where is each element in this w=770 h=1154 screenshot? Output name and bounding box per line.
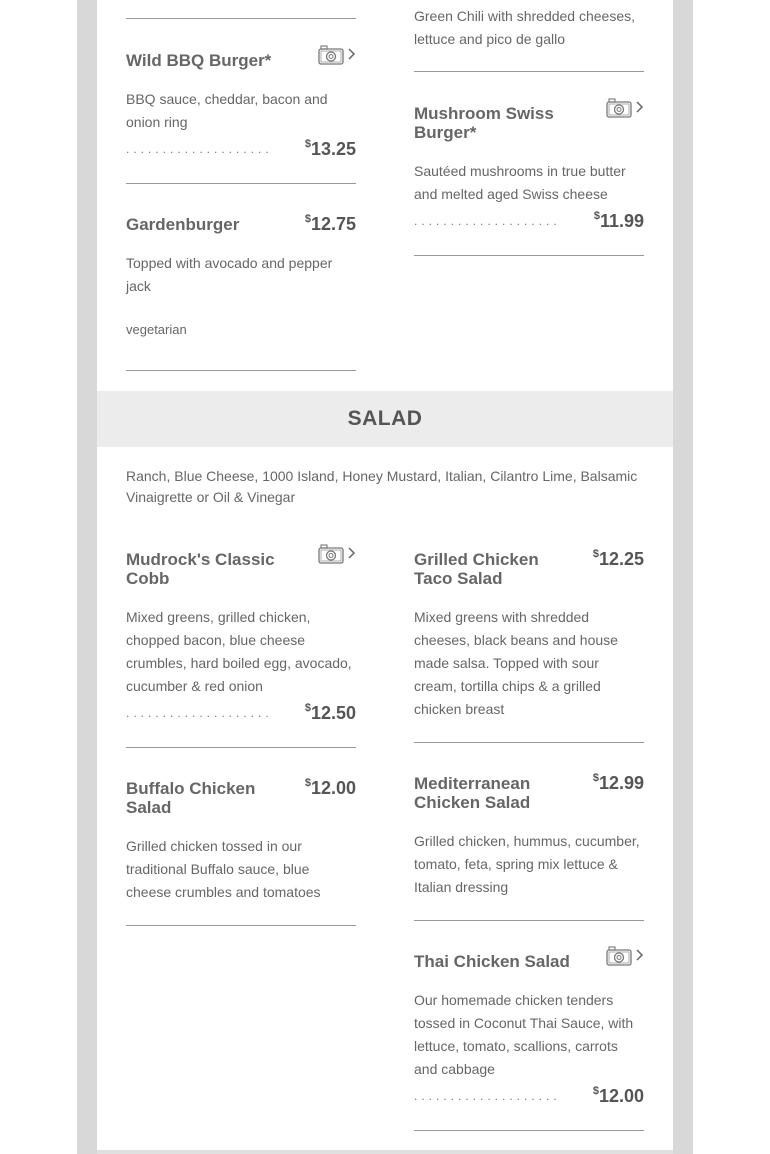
divider: [414, 71, 644, 72]
menu-item-description: Sautéed mushrooms in true butter and melted aged Swiss cheese: [414, 163, 626, 202]
menu-item-description: Grilled chicken, hummus, cucumber, tomato, feta, spring mix lettuce & Italian dressing: [414, 833, 640, 895]
divider: [126, 18, 356, 19]
menu-item-price: [593, 549, 644, 570]
chevron-right-icon[interactable]: [346, 546, 356, 560]
panel-bottom-edge: [97, 1150, 673, 1154]
section-header-salad: [97, 391, 673, 447]
divider: [126, 925, 356, 926]
camera-icon[interactable]: [318, 544, 344, 564]
menu-item-grilled-chicken-taco-salad[interactable]: [414, 549, 644, 744]
price-leader-dots: ....................: [126, 142, 273, 156]
menu-item-name: Buffalo Chicken Salad: [126, 779, 256, 817]
menu-item-gardenburger[interactable]: [126, 214, 356, 372]
price-value: 13.25: [310, 139, 356, 159]
price-value: 12.50: [310, 703, 356, 723]
menu-item-price: [593, 773, 644, 794]
price-value: 12.00: [598, 1086, 644, 1106]
menu-item-mushroom-swiss-burger[interactable]: [414, 103, 644, 257]
price-leader-dots: ....................: [414, 214, 561, 228]
camera-icon[interactable]: [606, 98, 632, 118]
menu-item-name: Mushroom Swiss Burger*: [414, 104, 554, 142]
divider: [414, 920, 644, 921]
menu-item-description: Green Chili with shredded cheeses, lettuce and pico de gallo: [414, 8, 636, 47]
chevron-right-icon[interactable]: [634, 948, 644, 962]
menu-item-description: Our homemade chicken tenders tossed in Coconut Thai Sauce, with lettuce, tomato, scallions, carrots and cabbage: [414, 992, 634, 1077]
chevron-right-icon[interactable]: [346, 47, 356, 61]
price-leader-dots: ....................: [414, 1089, 561, 1103]
currency-symbol: $: [592, 548, 599, 560]
menu-item-mediterranean-chicken-salad[interactable]: [414, 773, 644, 923]
menu-item-thai-chicken-salad[interactable]: [414, 951, 644, 1133]
price-leader-dots: ....................: [126, 706, 273, 720]
menu-item-name: Mudrock's Classic Cobb: [126, 550, 275, 588]
menu-item-description: Topped with avocado and pepper jack: [126, 255, 333, 294]
currency-symbol: $: [304, 702, 311, 714]
currency-symbol: $: [304, 213, 311, 225]
menu-item-name: Gardenburger: [126, 215, 240, 234]
price-value: 12.75: [310, 214, 356, 234]
divider: [414, 1130, 644, 1131]
menu-item-price: [305, 139, 356, 160]
divider: [414, 255, 644, 256]
menu-item-price: [305, 214, 356, 235]
currency-symbol: $: [592, 1085, 599, 1097]
currency-symbol: $: [304, 138, 311, 150]
menu-item-description: Mixed greens, grilled chicken, chopped bacon, blue cheese crumbles, hard boiled egg, avocado, cucumber & red onion: [126, 609, 352, 694]
camera-icon[interactable]: [318, 45, 344, 65]
menu-item-mudrocks-classic-cobb[interactable]: [126, 549, 356, 749]
currency-symbol: $: [593, 210, 600, 222]
menu-item-name: Grilled Chicken Taco Salad: [414, 550, 539, 588]
menu-item-buffalo-chicken-salad[interactable]: [126, 778, 356, 928]
currency-symbol: $: [592, 772, 599, 784]
menu-item-description: Mixed greens with shredded cheeses, black beans and house made salsa. Topped with sour cream, tortilla chips & a grilled chicken breast: [414, 609, 618, 717]
menu-item-name: Mediterranean Chicken Salad: [414, 774, 531, 812]
dietary-note: vegetarian: [126, 322, 187, 337]
section-title: SALAD: [347, 407, 423, 430]
menu-item-price: [305, 778, 356, 799]
menu-item-wild-bbq-burger[interactable]: [126, 50, 356, 184]
price-value: 12.00: [310, 778, 356, 798]
menu-item-price: [594, 211, 644, 232]
menu-item-description: BBQ sauce, cheddar, bacon and onion ring: [126, 91, 328, 130]
chevron-right-icon[interactable]: [634, 100, 644, 114]
price-value: 12.99: [598, 773, 644, 793]
currency-symbol: $: [304, 777, 311, 789]
divider: [126, 183, 356, 184]
menu-item-description: Grilled chicken tossed in our traditional Buffalo sauce, blue cheese crumbles and tomatoes: [126, 838, 321, 900]
menu-item-name: Wild BBQ Burger*: [126, 51, 272, 70]
price-value: 11.99: [599, 211, 644, 231]
menu-item-price: [593, 1086, 644, 1107]
menu-item-name: Thai Chicken Salad: [414, 952, 570, 971]
dressing-options: Ranch, Blue Cheese, 1000 Island, Honey Mustard, Italian, Cilantro Lime, Balsamic Vinaigrette or Oil & Vinegar: [126, 468, 638, 505]
divider: [126, 747, 356, 748]
camera-icon[interactable]: [606, 946, 632, 966]
menu-item-price: [305, 703, 356, 724]
price-value: 12.25: [598, 549, 644, 569]
divider: [126, 370, 356, 371]
divider: [414, 742, 644, 743]
